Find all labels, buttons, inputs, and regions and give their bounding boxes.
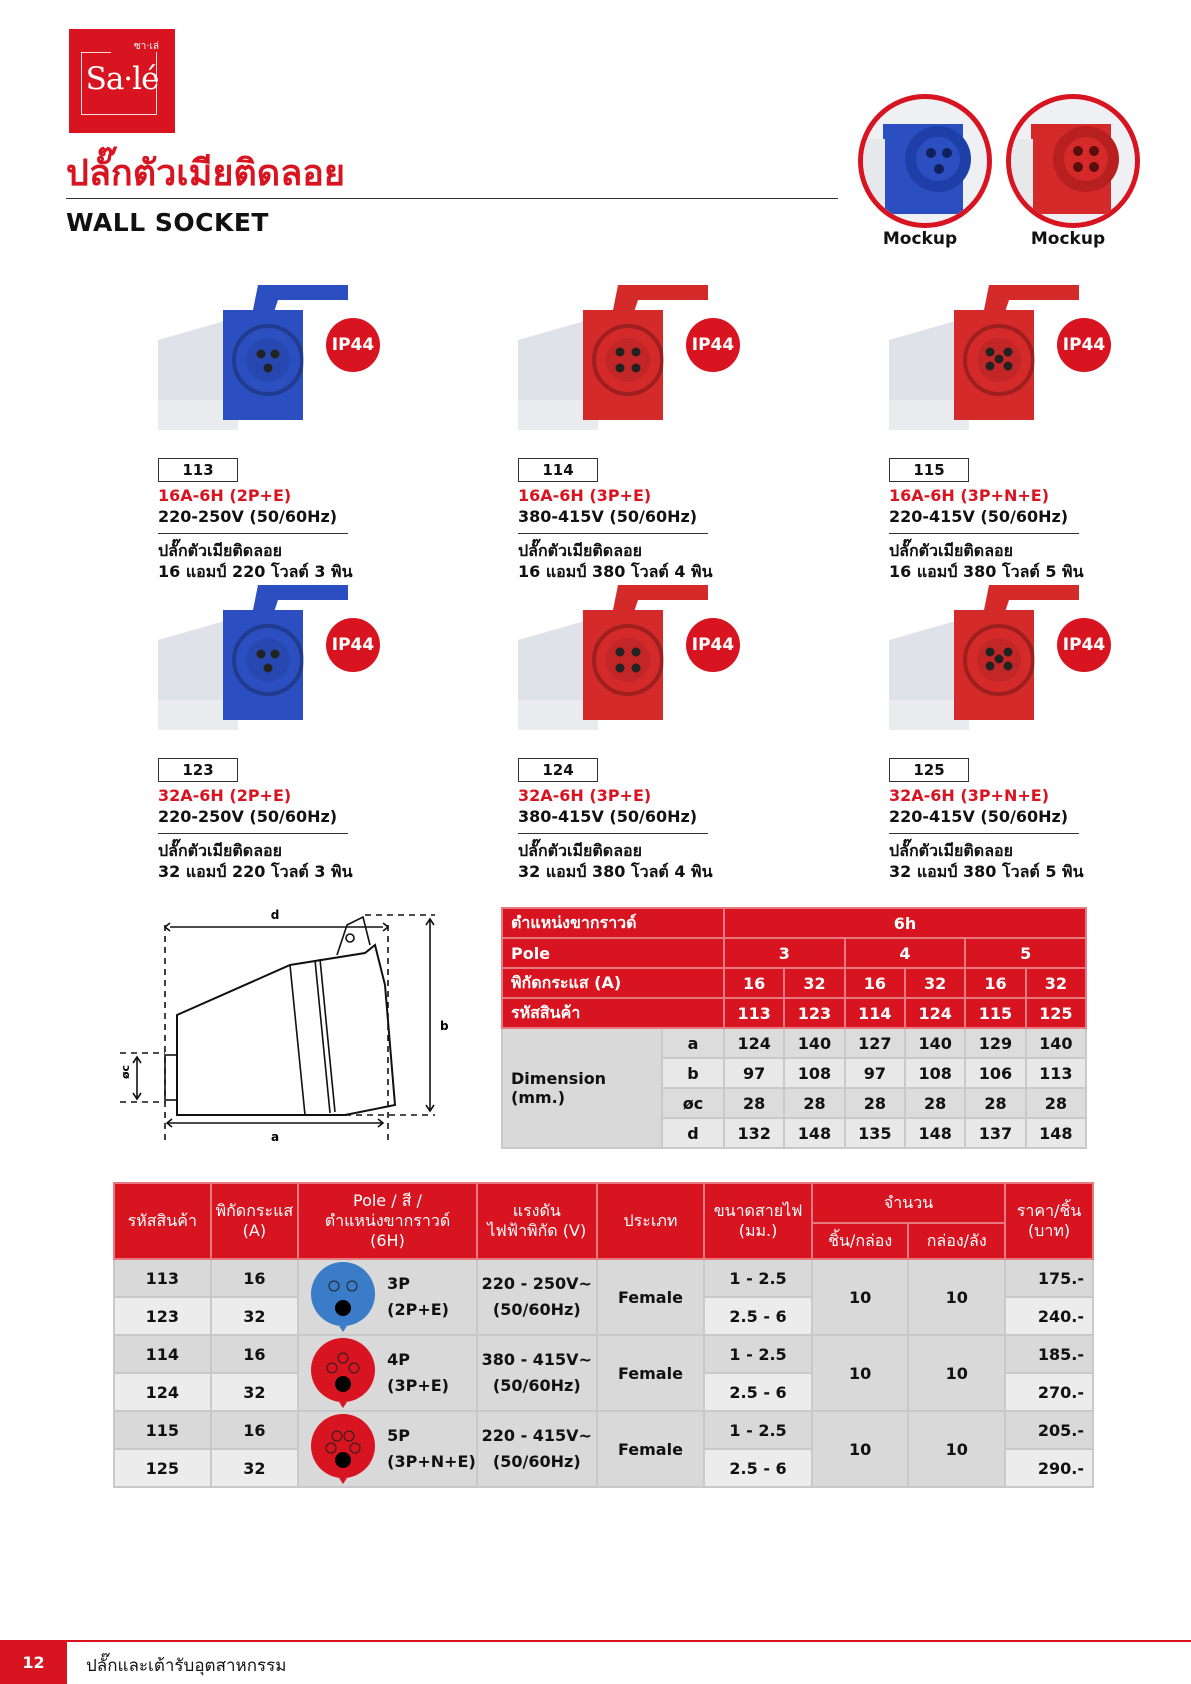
voltage-cell: 220 - 415V~ (50/60Hz) — [477, 1411, 597, 1487]
dimension-diagram — [115, 905, 455, 1150]
title-divider — [66, 198, 838, 199]
pole-label: Pole — [502, 938, 724, 968]
product-description: ปลั๊กตัวเมียติดลอย 32 แอมป์ 220 โวลต์ 3 พิน — [158, 841, 353, 881]
row-cable: 1 - 2.5 — [704, 1259, 812, 1297]
dimension-value: 148 — [784, 1118, 844, 1148]
dimension-value: 148 — [1026, 1118, 1086, 1148]
dimension-value: 108 — [905, 1058, 965, 1088]
ip44-badge: IP44 — [326, 618, 380, 672]
product-rating: 16A-6H (2P+E) — [158, 486, 292, 505]
row-current: 32 — [211, 1449, 299, 1487]
logo-brand-text: Sa·lé — [85, 61, 159, 97]
table-row — [114, 1335, 1093, 1373]
dimension-table — [501, 907, 1087, 1149]
dimension-value: 140 — [905, 1028, 965, 1058]
product-rating: 32A-6H (3P+N+E) — [889, 786, 1049, 805]
dimension-value: 28 — [905, 1088, 965, 1118]
current-value: 16 — [724, 968, 784, 998]
dimension-value: 108 — [784, 1058, 844, 1088]
product-code: 113 — [158, 458, 238, 482]
brand-logo — [69, 29, 175, 133]
logo-thai-text: ซา·เล่ — [133, 41, 159, 52]
row-price: 270.- — [1005, 1373, 1093, 1411]
product-description: ปลั๊กตัวเมียติดลอย 32 แอมป์ 380 โวลต์ 4 พิน — [518, 841, 713, 881]
dimension-value: 135 — [845, 1118, 905, 1148]
product-rating: 16A-6H (3P+N+E) — [889, 486, 1049, 505]
dim-label-d: d — [270, 908, 280, 922]
table-row — [114, 1259, 1093, 1297]
mockup-red-image — [1006, 94, 1140, 228]
code-value: 115 — [965, 998, 1025, 1028]
product-divider — [158, 833, 348, 834]
product-divider — [889, 533, 1079, 534]
product-rating: 32A-6H (3P+E) — [518, 786, 652, 805]
row-cable: 2.5 - 6 — [704, 1297, 812, 1335]
code-label: รหัสสินค้า — [502, 998, 724, 1028]
row-cable: 2.5 - 6 — [704, 1373, 812, 1411]
current-label: พิกัดกระแส (A) — [502, 968, 724, 998]
pole-config: (3P+E) — [387, 1376, 449, 1395]
header-qty-case: กล่อง/ลัง — [908, 1223, 1005, 1259]
product-voltage: 220-250V (50/60Hz) — [158, 807, 338, 826]
dimension-value: 97 — [845, 1058, 905, 1088]
header-pole: Pole / สี / ตำแหน่งขากราวด์ (6H) — [298, 1183, 477, 1259]
dimension-label: Dimension (mm.) — [502, 1028, 662, 1148]
dimension-value: 127 — [845, 1028, 905, 1058]
qty-per-case: 10 — [908, 1259, 1005, 1335]
product-voltage: 220-250V (50/60Hz) — [158, 507, 338, 526]
product-voltage: 220-415V (50/60Hz) — [889, 507, 1069, 526]
header-cable: ขนาดสายไฟ (มม.) — [704, 1183, 812, 1259]
dim-label-c: øc — [119, 1064, 132, 1079]
page-number: 12 — [0, 1640, 67, 1684]
ip44-badge: IP44 — [686, 318, 740, 372]
dimension-value: 129 — [965, 1028, 1025, 1058]
type-cell: Female — [597, 1411, 704, 1487]
dimension-value: 132 — [724, 1118, 784, 1148]
table-row — [114, 1411, 1093, 1449]
dimension-value: 28 — [845, 1088, 905, 1118]
row-current: 32 — [211, 1373, 299, 1411]
footer-section-title: ปลั๊กและเต้ารับอุตสาหกรรม — [86, 1656, 287, 1676]
page-title-thai: ปลั๊กตัวเมียติดลอย — [66, 153, 345, 194]
header-qty-box: ชิ้น/กล่อง — [812, 1223, 908, 1259]
pole-cell — [298, 1259, 477, 1335]
ip44-badge: IP44 — [686, 618, 740, 672]
qty-per-box: 10 — [812, 1411, 908, 1487]
dimension-key: øc — [662, 1088, 724, 1118]
dimension-key: a — [662, 1028, 724, 1058]
pole-count: 5P — [387, 1426, 411, 1445]
code-value: 113 — [724, 998, 784, 1028]
product-rating: 32A-6H (2P+E) — [158, 786, 292, 805]
header-price: ราคา/ชิ้น (บาท) — [1005, 1183, 1093, 1259]
dimension-value: 137 — [965, 1118, 1025, 1148]
row-price: 205.- — [1005, 1411, 1093, 1449]
current-value: 32 — [784, 968, 844, 998]
footer-divider — [0, 1640, 1191, 1642]
row-price: 290.- — [1005, 1449, 1093, 1487]
header-code: รหัสสินค้า — [114, 1183, 211, 1259]
dimension-value: 28 — [965, 1088, 1025, 1118]
dim-label-b: b — [440, 1019, 449, 1033]
product-divider — [518, 533, 708, 534]
earth-position-value: 6h — [724, 908, 1086, 938]
pole-value: 4 — [845, 938, 966, 968]
dimension-value: 113 — [1026, 1058, 1086, 1088]
row-code: 123 — [114, 1297, 211, 1335]
header-type: ประเภท — [597, 1183, 704, 1259]
qty-per-box: 10 — [812, 1335, 908, 1411]
pole-value: 5 — [965, 938, 1086, 968]
row-current: 16 — [211, 1259, 299, 1297]
product-description: ปลั๊กตัวเมียติดลอย 16 แอมป์ 380 โวลต์ 4 พิน — [518, 541, 713, 581]
dimension-value: 106 — [965, 1058, 1025, 1088]
product-voltage: 380-415V (50/60Hz) — [518, 807, 698, 826]
product-code: 115 — [889, 458, 969, 482]
current-value: 32 — [905, 968, 965, 998]
voltage-cell: 220 - 250V~ (50/60Hz) — [477, 1259, 597, 1335]
ip44-badge: IP44 — [326, 318, 380, 372]
current-value: 16 — [845, 968, 905, 998]
ip44-badge: IP44 — [1057, 318, 1111, 372]
product-price-table — [113, 1182, 1094, 1488]
product-voltage: 220-415V (50/60Hz) — [889, 807, 1069, 826]
mockup-label: Mockup — [882, 229, 958, 249]
product-code: 125 — [889, 758, 969, 782]
qty-per-box: 10 — [812, 1259, 908, 1335]
type-cell: Female — [597, 1259, 704, 1335]
product-divider — [158, 533, 348, 534]
dimension-key: b — [662, 1058, 724, 1088]
product-description: ปลั๊กตัวเมียติดลอย 32 แอมป์ 380 โวลต์ 5 พิน — [889, 841, 1084, 881]
dimension-value: 28 — [1026, 1088, 1086, 1118]
row-code: 124 — [114, 1373, 211, 1411]
pole-count: 4P — [387, 1350, 411, 1369]
row-code: 115 — [114, 1411, 211, 1449]
product-description: ปลั๊กตัวเมียติดลอย 16 แอมป์ 220 โวลต์ 3 พิน — [158, 541, 353, 581]
row-cable: 1 - 2.5 — [704, 1411, 812, 1449]
pole-config: (2P+E) — [387, 1300, 449, 1319]
header-quantity: จำนวน — [812, 1183, 1005, 1223]
row-code: 125 — [114, 1449, 211, 1487]
pole-count: 3P — [387, 1274, 411, 1293]
row-cable: 2.5 - 6 — [704, 1449, 812, 1487]
product-divider — [518, 833, 708, 834]
pole-value: 3 — [724, 938, 845, 968]
header-voltage: แรงดัน ไฟฟ้าพิกัด (V) — [477, 1183, 597, 1259]
pole-cell — [298, 1411, 477, 1487]
pole-config-icon — [309, 1412, 377, 1486]
pole-config-icon — [309, 1260, 377, 1334]
pole-config: (3P+N+E) — [387, 1452, 476, 1471]
row-cable: 1 - 2.5 — [704, 1335, 812, 1373]
product-voltage: 380-415V (50/60Hz) — [518, 507, 698, 526]
dimension-value: 140 — [784, 1028, 844, 1058]
row-code: 114 — [114, 1335, 211, 1373]
row-price: 240.- — [1005, 1297, 1093, 1335]
code-value: 125 — [1026, 998, 1086, 1028]
dimension-value: 124 — [724, 1028, 784, 1058]
header-current: พิกัดกระแส (A) — [211, 1183, 299, 1259]
dimension-value: 28 — [784, 1088, 844, 1118]
row-price: 185.- — [1005, 1335, 1093, 1373]
type-cell: Female — [597, 1335, 704, 1411]
pole-config-icon — [309, 1336, 377, 1410]
row-code: 113 — [114, 1259, 211, 1297]
row-current: 16 — [211, 1411, 299, 1449]
product-divider — [889, 833, 1079, 834]
row-price: 175.- — [1005, 1259, 1093, 1297]
earth-position-label: ตำแหน่งขากราวด์ — [502, 908, 724, 938]
current-value: 16 — [965, 968, 1025, 998]
row-current: 32 — [211, 1297, 299, 1335]
voltage-cell: 380 - 415V~ (50/60Hz) — [477, 1335, 597, 1411]
row-current: 16 — [211, 1335, 299, 1373]
dimension-value: 140 — [1026, 1028, 1086, 1058]
product-code: 114 — [518, 458, 598, 482]
code-value: 114 — [845, 998, 905, 1028]
current-value: 32 — [1026, 968, 1086, 998]
mockup-blue-image — [858, 94, 992, 228]
dimension-value: 148 — [905, 1118, 965, 1148]
product-description: ปลั๊กตัวเมียติดลอย 16 แอมป์ 380 โวลต์ 5 พิน — [889, 541, 1084, 581]
qty-per-case: 10 — [908, 1335, 1005, 1411]
product-rating: 16A-6H (3P+E) — [518, 486, 652, 505]
mockup-label: Mockup — [1030, 229, 1106, 249]
product-code: 124 — [518, 758, 598, 782]
qty-per-case: 10 — [908, 1411, 1005, 1487]
dimension-value: 97 — [724, 1058, 784, 1088]
product-code: 123 — [158, 758, 238, 782]
page-title-english: WALL SOCKET — [66, 208, 269, 237]
dimension-key: d — [662, 1118, 724, 1148]
pole-cell — [298, 1335, 477, 1411]
dimension-value: 28 — [724, 1088, 784, 1118]
ip44-badge: IP44 — [1057, 618, 1111, 672]
dim-label-a: a — [270, 1130, 280, 1144]
code-value: 124 — [905, 998, 965, 1028]
code-value: 123 — [784, 998, 844, 1028]
